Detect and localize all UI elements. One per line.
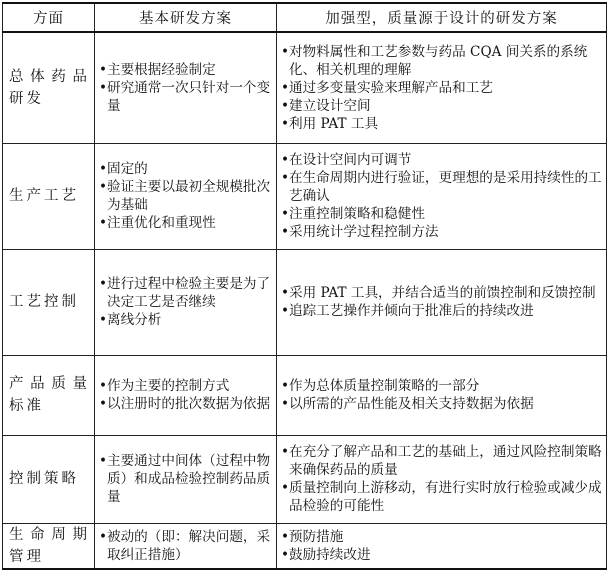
- aspect-cell: 产品质量标准: [3, 355, 95, 435]
- header-aspect: 方面: [3, 3, 95, 32]
- enhanced-cell: [277, 523, 607, 569]
- item-text: 采用 PAT 工具，并结合适当的前馈控制和反馈控制: [289, 285, 596, 301]
- bullet-icon: •: [281, 224, 290, 240]
- bullet-icon: •: [99, 161, 108, 177]
- bullet-icon: •: [99, 378, 108, 394]
- list-item: [99, 528, 272, 564]
- basic-cell: [95, 355, 277, 435]
- table-row: [3, 32, 607, 143]
- basic-cell: [95, 523, 277, 569]
- item-text: 利用 PAT 工具: [289, 115, 379, 132]
- item-text: 主要通过中间体（过程中物质）和成品检验控制药品质量: [107, 453, 271, 505]
- bullet-icon: •: [281, 303, 290, 319]
- bullet-icon: •: [281, 546, 290, 563]
- list-item: [99, 311, 272, 329]
- comparison-table: [2, 2, 607, 570]
- bullet-icon: •: [281, 43, 290, 60]
- table-row: [3, 143, 607, 249]
- item-text: 注重控制策略和稳健性: [289, 206, 425, 222]
- table-row: [3, 249, 607, 355]
- bullet-icon: •: [281, 480, 290, 496]
- enhanced-cell: [277, 435, 607, 523]
- item-text: 在生命周期内进行验证，更理想的是采用持续性的工艺确认: [289, 170, 602, 204]
- list-item: [281, 284, 602, 302]
- item-text: 鼓励持续改进: [289, 546, 371, 563]
- item-text: 质量控制向上游移动，有进行实时放行检验或减少成品检验的可能性: [289, 480, 602, 514]
- list-item: [99, 61, 272, 79]
- item-text: 在设计空间内可调节: [289, 152, 412, 168]
- bullet-icon: •: [281, 444, 290, 460]
- item-text: 在充分了解产品和工艺的基础上，通过风险控制策略来确保药品的质量: [289, 444, 602, 478]
- item-text: 对物料属性和工艺参数与药品 CQA 间关系的系统化、相关机理的理解: [289, 43, 588, 78]
- list-item: [99, 160, 272, 178]
- item-text: 以所需的产品性能及相关支持数据为依据: [289, 396, 534, 412]
- basic-cell: [95, 249, 277, 355]
- aspect-cell: 生命周期管理: [3, 523, 95, 569]
- enhanced-cell: [277, 355, 607, 435]
- list-item: [99, 395, 272, 413]
- bullet-icon: •: [281, 206, 290, 222]
- header-basic-approach: 基本研发方案: [95, 3, 277, 32]
- list-item: [281, 223, 602, 241]
- list-item: [281, 302, 602, 320]
- item-text: 验证主要以最初全规模批次为基础: [107, 179, 271, 213]
- aspect-cell: 控制策略: [3, 435, 95, 523]
- table-row: [3, 435, 607, 523]
- bullet-icon: •: [99, 179, 108, 195]
- list-item: [281, 169, 602, 205]
- basic-cell: [95, 32, 277, 143]
- bullet-icon: •: [99, 396, 108, 412]
- bullet-icon: •: [281, 528, 290, 545]
- item-text: 被动的（即：解决问题，采取纠正措施）: [107, 528, 271, 563]
- bullet-icon: •: [281, 378, 290, 394]
- list-item: [281, 546, 602, 564]
- item-text: 追踪工艺操作并倾向于批准后的持续改进: [289, 303, 534, 319]
- basic-cell: [95, 143, 277, 249]
- list-item: [281, 479, 602, 515]
- list-item: [99, 79, 272, 115]
- header-row: [3, 3, 607, 32]
- item-text: 预防措施: [289, 528, 344, 545]
- bullet-icon: •: [99, 61, 108, 78]
- bullet-icon: •: [99, 276, 108, 292]
- basic-cell: [95, 435, 277, 523]
- bullet-icon: •: [99, 312, 108, 328]
- item-text: 以注册时的批次数据为依据: [107, 396, 271, 412]
- enhanced-cell: [277, 32, 607, 143]
- list-item: [281, 528, 602, 546]
- item-text: 进行过程中检验主要是为了决定工艺是否继续: [107, 276, 271, 310]
- list-item: [281, 115, 602, 133]
- header-enhanced-approach: 加强型，质量源于设计的研发方案: [277, 3, 607, 32]
- bullet-icon: •: [281, 285, 290, 301]
- item-text: 固定的: [107, 161, 148, 177]
- item-text: 作为总体质量控制策略的一部分: [289, 378, 480, 394]
- item-text: 作为主要的控制方式: [107, 378, 230, 394]
- enhanced-cell: [277, 143, 607, 249]
- list-item: [281, 151, 602, 169]
- enhanced-cell: [277, 249, 607, 355]
- bullet-icon: •: [99, 528, 108, 545]
- list-item: [99, 377, 272, 395]
- list-item: [281, 377, 602, 395]
- item-text: 通过多变量实验来理解产品和工艺: [289, 79, 493, 96]
- item-text: 采用统计学过程控制方法: [289, 224, 439, 240]
- bullet-icon: •: [99, 79, 108, 96]
- bullet-icon: •: [99, 215, 108, 231]
- item-text: 研究通常一次只针对一个变量: [107, 79, 271, 114]
- bullet-icon: •: [99, 453, 108, 469]
- aspect-cell: 生产工艺: [3, 143, 95, 249]
- list-item: [281, 97, 602, 115]
- list-item: [99, 214, 272, 232]
- list-item: [99, 275, 272, 311]
- list-item: [281, 395, 602, 413]
- bullet-icon: •: [281, 152, 290, 168]
- aspect-cell: 工艺控制: [3, 249, 95, 355]
- bullet-icon: •: [281, 396, 290, 412]
- aspect-cell: 总体药品研发: [3, 32, 95, 143]
- bullet-icon: •: [281, 97, 290, 114]
- bullet-icon: •: [281, 170, 290, 186]
- item-text: 主要根据经验制定: [107, 61, 216, 78]
- list-item: [99, 452, 272, 506]
- bullet-icon: •: [281, 79, 290, 96]
- bullet-icon: •: [281, 115, 290, 132]
- table-row: [3, 355, 607, 435]
- table-row: [3, 523, 607, 569]
- list-item: [281, 443, 602, 479]
- list-item: [281, 43, 602, 79]
- item-text: 注重优化和重现性: [107, 215, 216, 231]
- list-item: [99, 178, 272, 214]
- item-text: 建立设计空间: [289, 97, 371, 114]
- list-item: [281, 79, 602, 97]
- list-item: [281, 205, 602, 223]
- item-text: 离线分析: [107, 312, 162, 328]
